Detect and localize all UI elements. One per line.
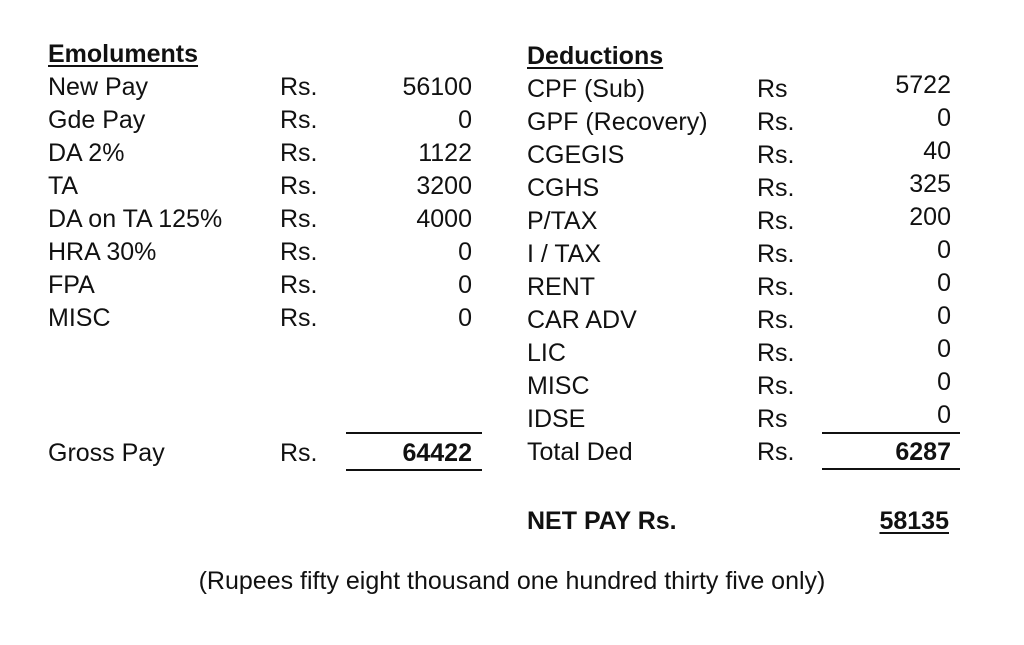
deduction-amount: 40: [923, 137, 951, 165]
gross-pay-top-rule: [346, 432, 482, 434]
emolument-currency: Rs.: [280, 139, 318, 167]
emolument-label: New Pay: [48, 73, 149, 101]
deduction-amount: 5722: [895, 71, 951, 99]
emolument-amount: 1122: [418, 139, 472, 167]
emolument-currency: Rs.: [280, 106, 318, 134]
deduction-label: MISC: [527, 372, 590, 400]
net-pay-label: NET PAY Rs.: [527, 507, 677, 535]
emolument-amount: 0: [458, 238, 472, 266]
emolument-amount: 56100: [402, 73, 472, 101]
total-ded-bottom-rule: [822, 468, 960, 470]
deduction-amount: 0: [937, 335, 951, 363]
deduction-label: CAR ADV: [527, 306, 637, 334]
emolument-currency: Rs.: [280, 73, 318, 101]
gross-pay-amount: 64422: [402, 439, 472, 467]
emolument-label: MISC: [48, 304, 111, 332]
deduction-label: P/TAX: [527, 207, 598, 235]
total-ded-currency: Rs.: [757, 438, 795, 466]
deduction-currency: Rs.: [757, 372, 795, 400]
emolument-label: DA 2%: [48, 139, 125, 167]
deduction-amount: 0: [937, 269, 951, 297]
emolument-currency: Rs.: [280, 304, 318, 332]
total-ded-label: Total Ded: [527, 438, 633, 466]
emoluments-heading: Emoluments: [48, 40, 199, 68]
deduction-label: IDSE: [527, 405, 586, 433]
emolument-currency: Rs.: [280, 205, 318, 233]
deductions-heading: Deductions: [527, 42, 664, 70]
deduction-amount: 0: [937, 368, 951, 396]
deduction-currency: Rs.: [757, 240, 795, 268]
deduction-currency: Rs: [757, 405, 788, 433]
deduction-currency: Rs.: [757, 207, 795, 235]
emolument-amount: 0: [458, 106, 472, 134]
deduction-currency: Rs.: [757, 141, 795, 169]
emolument-currency: Rs.: [280, 271, 318, 299]
deduction-amount: 325: [909, 170, 951, 198]
gross-pay-label: Gross Pay: [48, 439, 165, 467]
deduction-amount: 200: [909, 203, 951, 231]
deduction-amount: 0: [937, 302, 951, 330]
deduction-currency: Rs: [757, 75, 788, 103]
emolument-currency: Rs.: [280, 172, 318, 200]
deduction-currency: Rs.: [757, 174, 795, 202]
emolument-amount: 4000: [416, 205, 472, 233]
deduction-label: CPF (Sub): [527, 75, 646, 103]
emolument-label: Gde Pay: [48, 106, 146, 134]
deduction-amount: 0: [937, 104, 951, 132]
deduction-label: CGHS: [527, 174, 600, 202]
amount-in-words: (Rupees fifty eight thousand one hundred thirty five only): [198, 567, 826, 595]
total-ded-amount: 6287: [895, 438, 951, 466]
deduction-label: GPF (Recovery): [527, 108, 708, 136]
emolument-label: HRA 30%: [48, 238, 157, 266]
emolument-amount: 0: [458, 304, 472, 332]
deduction-label: LIC: [527, 339, 566, 367]
deduction-currency: Rs.: [757, 108, 795, 136]
emolument-amount: 3200: [416, 172, 472, 200]
emolument-label: TA: [48, 172, 79, 200]
total-ded-top-rule: [822, 432, 960, 434]
net-pay-amount: 58135: [879, 507, 949, 535]
emolument-amount: 0: [458, 271, 472, 299]
deduction-label: RENT: [527, 273, 596, 301]
deduction-currency: Rs.: [757, 273, 795, 301]
deduction-currency: Rs.: [757, 339, 795, 367]
emolument-label: DA on TA 125%: [48, 205, 223, 233]
emolument-label: FPA: [48, 271, 95, 299]
deduction-amount: 0: [937, 401, 951, 429]
deduction-currency: Rs.: [757, 306, 795, 334]
emolument-currency: Rs.: [280, 238, 318, 266]
gross-pay-currency: Rs.: [280, 439, 318, 467]
deduction-label: CGEGIS: [527, 141, 625, 169]
deduction-amount: 0: [937, 236, 951, 264]
gross-pay-bottom-rule: [346, 469, 482, 471]
deduction-label: I / TAX: [527, 240, 602, 268]
